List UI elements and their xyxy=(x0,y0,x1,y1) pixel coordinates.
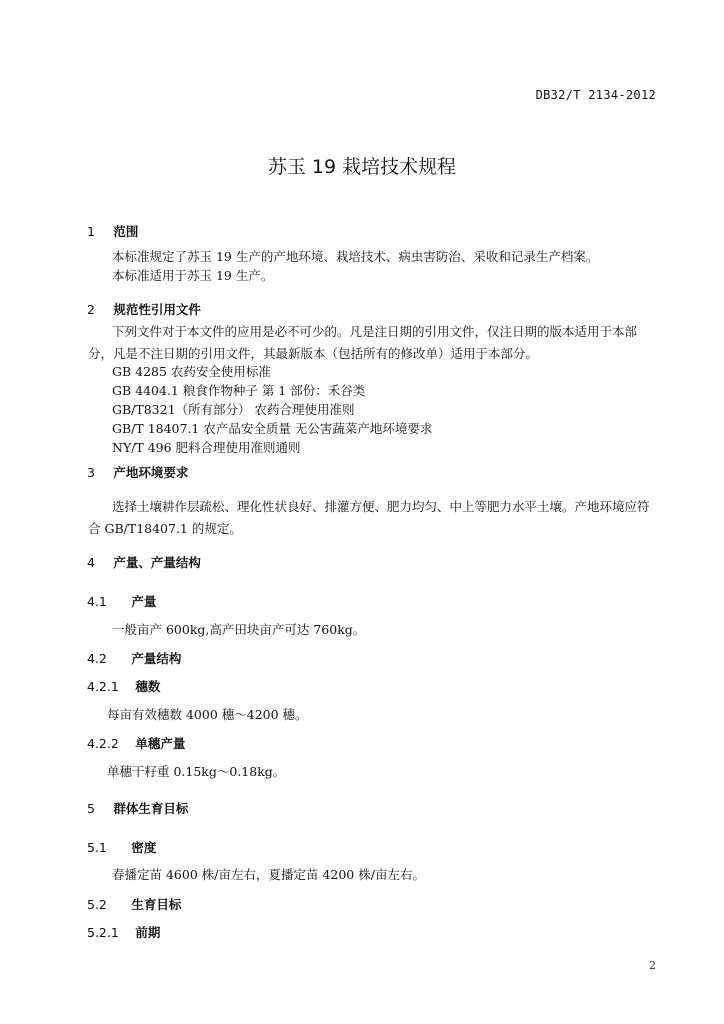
reference-list xyxy=(112,362,432,457)
section-title: 前期 xyxy=(135,925,161,940)
section-heading-5-2 xyxy=(87,895,181,913)
section-title: 产地环境要求 xyxy=(113,465,189,480)
page-number: 2 xyxy=(649,959,656,972)
section-title: 范围 xyxy=(113,224,139,239)
section-heading-5-1 xyxy=(87,838,156,856)
section-number: 3 xyxy=(87,465,95,480)
scope-paragraph-1: 本标准规定了苏玉 19 生产的产地环境、栽培技术、病虫害防治、采收和记录生产档案。 xyxy=(112,249,599,264)
section-title: 产量结构 xyxy=(131,651,182,666)
ear-count-paragraph: 每亩有效穗数 4000 穗～4200 穗。 xyxy=(107,707,308,722)
ear-yield-paragraph: 单穗干籽重 0.15kg～0.18kg。 xyxy=(107,764,286,779)
section-heading-2 xyxy=(87,300,201,318)
section-heading-5 xyxy=(87,799,188,817)
section-number: 4.2.1 xyxy=(87,679,119,694)
yield-paragraph: 一般亩产 600kg,高产田块亩产可达 760kg。 xyxy=(112,622,366,637)
section-title: 产量、产量结构 xyxy=(113,555,201,570)
section-number: 5.2.1 xyxy=(87,925,119,940)
section-title: 穗数 xyxy=(135,679,161,694)
section-heading-1 xyxy=(87,222,138,240)
section-heading-4-1 xyxy=(87,592,156,610)
section-number: 4 xyxy=(87,555,95,570)
section-title: 生育目标 xyxy=(131,897,182,912)
section-number: 4.1 xyxy=(87,594,107,609)
page-title: 苏玉 19 栽培技术规程 xyxy=(267,156,457,178)
section-heading-4-2 xyxy=(87,649,181,667)
section-number: 1 xyxy=(87,224,95,239)
section-title: 产量 xyxy=(131,594,157,609)
section-number: 4.2.2 xyxy=(87,736,119,751)
section-heading-3 xyxy=(87,463,188,481)
scope-paragraph-2: 本标准适用于苏玉 19 生产。 xyxy=(112,268,274,283)
density-paragraph: 春播定苗 4600 株/亩左右，夏播定苗 4200 株/亩左右。 xyxy=(112,867,425,882)
reference-item: NY/T 496 肥料合理使用准则通则 xyxy=(112,440,301,455)
section-heading-4-2-1 xyxy=(87,677,160,695)
section-number: 4.2 xyxy=(87,651,107,666)
reference-item: GB/T8321（所有部分） 农药合理使用准则 xyxy=(112,402,355,417)
section-title: 单穗产量 xyxy=(135,736,186,751)
section-heading-5-2-1 xyxy=(87,923,160,941)
reference-item: GB 4285 农药安全使用标准 xyxy=(112,364,271,379)
section-title: 规范性引用文件 xyxy=(113,302,201,317)
section-title: 密度 xyxy=(131,840,157,855)
reference-item: GB/T 18407.1 农产品安全质量 无公害蔬菜产地环境要求 xyxy=(112,421,433,436)
document-code: DB32/T 2134-2012 xyxy=(535,88,656,102)
references-intro: 下列文件对于本文件的应用是必不可少的。凡是注日期的引用文件，仅注日期的版本适用于本部分，凡是不注日期的引用文件，其最新版本（包括所有的修改单）适用于本部分。 xyxy=(88,324,638,361)
section-number: 5.2 xyxy=(87,897,107,912)
section-heading-4-2-2 xyxy=(87,734,185,752)
section-number: 5.1 xyxy=(87,840,107,855)
section-number: 2 xyxy=(87,302,95,317)
reference-item: GB 4404.1 粮食作物种子 第 1 部份：禾谷类 xyxy=(112,383,366,398)
section-heading-4 xyxy=(87,553,201,571)
section-number: 5 xyxy=(87,801,95,816)
environment-paragraph: 选择土壤耕作层疏松、理化性状良好、排灌方便、肥力均匀、中上等肥力水平土壤。产地环境应符合 GB/T18407.1 的规定。 xyxy=(88,499,650,536)
section-title: 群体生育目标 xyxy=(113,801,189,816)
